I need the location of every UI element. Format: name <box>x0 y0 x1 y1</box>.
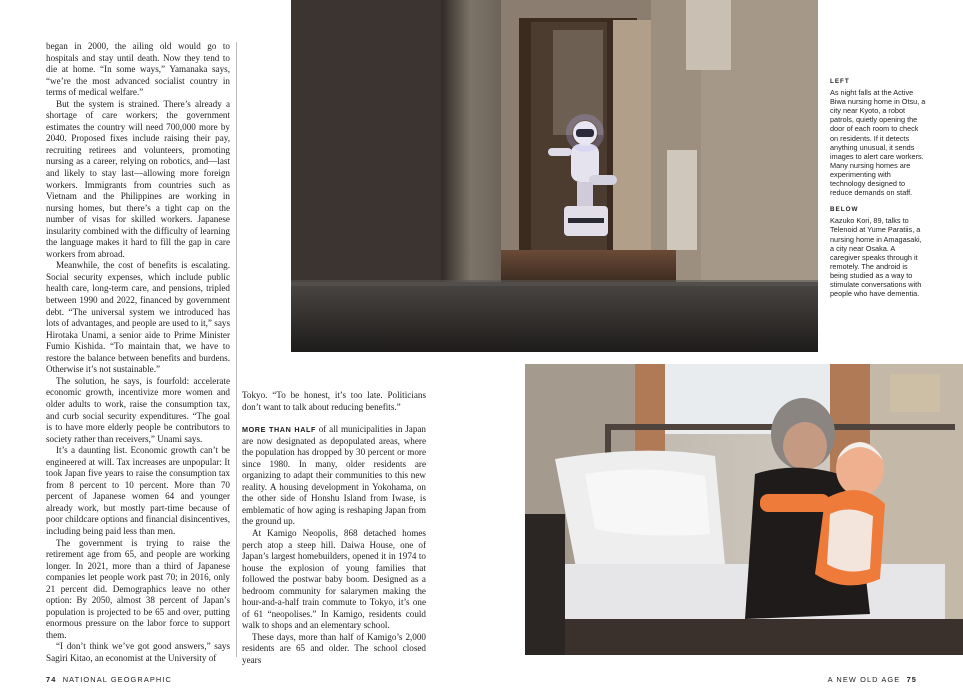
caption-left: As night falls at the Active Biwa nursing home in Otsu, a city near Kyoto, a robot patrols, quietly opening the door of each room to check on residents. If it detects anything unusual, it sends images to alert care workers. Many nursing homes are experimenting with technology designed to reduce demands on staff. <box>830 88 926 198</box>
caption-below: Kazuko Kori, 89, talks to Telenoid at Yume Paratiis, a nursing home in Amagasaki, a city near Osaka. A caregiver speaks through it remotely. The android is being studied as a way to stimulate conversations with people who have dementia. <box>830 216 922 299</box>
paragraph: These days, more than half of Kamigo’s 2,000 residents are 65 and older. The school closed years <box>242 631 426 666</box>
section-opening-paragraph <box>242 424 426 528</box>
paragraph: “I don’t think we’ve got good answers,” says Sagiri Kitao, an economist at the University of <box>46 641 230 663</box>
paragraph: Tokyo. “To be honest, it’s too late. Politicians don’t want to talk about reducing benefits.” <box>242 390 426 412</box>
paragraph: Meanwhile, the cost of benefits is escalating. Social security expenses, which include public health care, long-term care, and pensions, tripled between 1990 and 2022, financed by government debt. “The universal system we introduced has lots of advantages, and people are used to it,” says Hirotaka Unami, a senior aide to Prime Minister Fumio Kishida. “To maintain that, we have to restore the balance between benefits and burdens. Otherwise it’s not sustainable.” <box>46 260 230 375</box>
page-number: 75 <box>906 675 917 684</box>
section-title: A NEW OLD AGE <box>827 675 901 684</box>
article-column-right <box>242 390 426 667</box>
photo-robot-patrol <box>291 0 818 352</box>
page-number: 74 <box>46 675 57 684</box>
paragraph: began in 2000, the ailing old would go to hospitals and stay until death. Now they tend to die at home. “In some ways,” Yamanaka says, “we’re the most advanced socialist country in terms of medical welfare.” <box>46 41 230 98</box>
photo-captions <box>830 77 926 306</box>
paragraph: But the system is strained. There’s already a shortage of care workers; the government estimates the country will need 700,000 more by 2040. Proposed fixes include raising their pay, recruiting retirees and volunteers, promoting nursing as a career, relying on robotics, and—last and likely to stay last—allowing more foreign workers. Immigrants from countries such as Vietnam and the Philippines are working in nursing homes, but there’s a tight cap on the number of visas for skilled workers. Japanese insularity combined with the difficulty of learning the language makes it hard to fill the gap in care workers from abroad. <box>46 98 230 259</box>
section-lead-in: MORE THAN HALF <box>242 425 316 435</box>
column-divider <box>236 42 237 657</box>
footer-left <box>46 675 172 684</box>
paragraph: The solution, he says, is fourfold: accelerate economic growth, incentivize more women and older adults to work, raise the consumption tax, and curb social security expenditures. “The goal is to have more elderly people be contributors to society rather than receivers,” Unami says. <box>46 375 230 444</box>
caption-heading-below: BELOW <box>830 206 859 214</box>
paragraph: The government is trying to raise the retirement age from 65, and people are working longer. In 2021, more than a third of Japanese companies let people work past 70; in 2016, only 21 percent did. Demographics leave no other option: By 2050, almost 38 percent of Japan’s population is projected to be 65 and over, putting enormous pressure on the labor force to support them. <box>46 537 230 640</box>
article-column-left <box>46 41 230 665</box>
magazine-title: NATIONAL GEOGRAPHIC <box>62 675 172 684</box>
photo-telenoid <box>525 364 963 655</box>
paragraph: It’s a daunting list. Economic growth can’t be engineered at will. Tax increases are unpopular: It took Japan five years to raise the consumption tax from 8 percent to 10 percent. More than 70 percent of Japanese women 64 and younger already work, but mostly part-time because of poor childcare options and financial disincentives, including being paid less than men. <box>46 445 230 536</box>
paragraph: At Kamigo Neopolis, 868 detached homes perch atop a steep hill. Daiwa House, one of Japan’s largest homebuilders, opened it in 1974 to house the explosion of young families that followed the postwar baby boom. Designed as a bedroom community for salarymen making the hour-and-a-half train commute to Tokyo, it’s one of 61 “neopolises.” In Kamigo, residents could walk to shops and an elementary school. <box>242 528 426 631</box>
caption-heading-left: LEFT <box>830 78 850 85</box>
paragraph-text: of all municipalities in Japan are now designated as depopulated areas, where the population has dropped by 30 percent or more since 1980. In many, older residents are organizing to adapt their communities to this new reality. A housing development in Yokohama, on the other side of Honshu Island from Iwase, is emblematic of how aging is reshaping Japan from the ground up. <box>242 424 426 527</box>
footer-right <box>828 675 917 684</box>
